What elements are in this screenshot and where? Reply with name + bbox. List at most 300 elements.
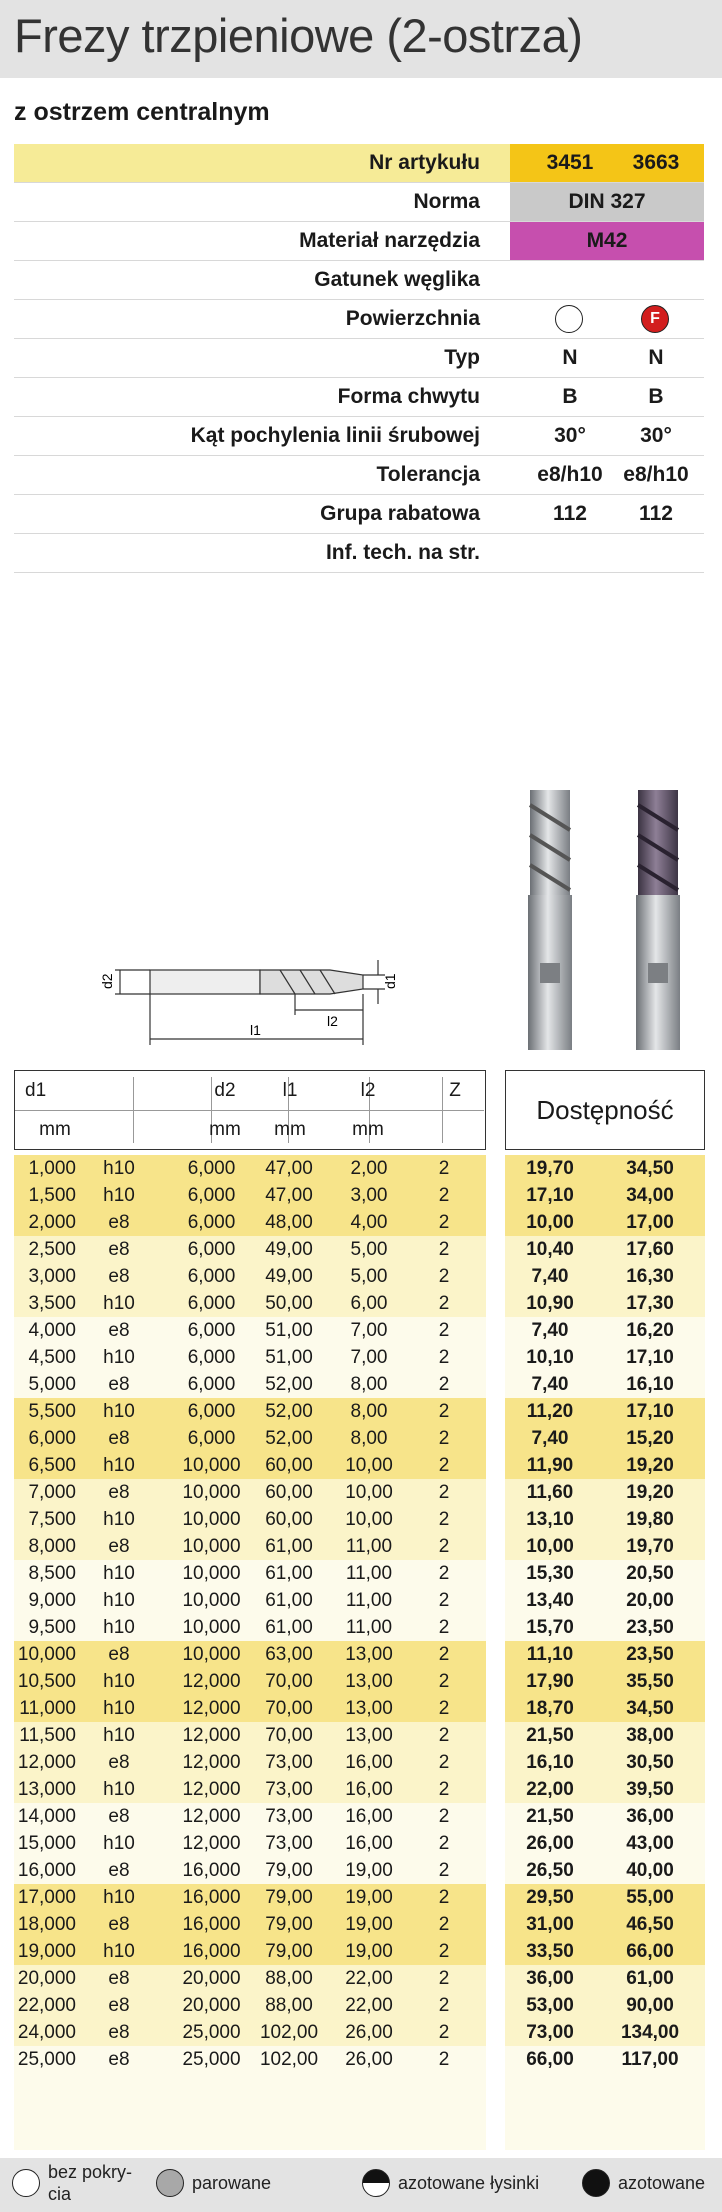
price-cell[interactable]: 11,20 <box>526 1401 574 1422</box>
price-row <box>505 1641 705 1668</box>
price-cell[interactable]: 35,50 <box>626 1671 674 1692</box>
price-row <box>505 1452 705 1479</box>
table-cell: e8 <box>108 1266 130 1287</box>
price-cell[interactable]: 38,00 <box>626 1725 674 1746</box>
table-cell: e8 <box>108 1806 130 1827</box>
table-cell: 2 <box>438 1374 450 1395</box>
spec-row-discount <box>14 495 704 534</box>
table-cell: 3,500 <box>28 1293 76 1314</box>
table-cell: 16,00 <box>345 1779 393 1800</box>
table-cell: 16,000 <box>182 1914 241 1935</box>
table-cell: 2 <box>438 1239 450 1260</box>
table-cell: 11,500 <box>19 1725 76 1746</box>
price-cell[interactable]: 10,00 <box>526 1536 574 1557</box>
angle-value-2: 30° <box>640 424 672 447</box>
table-cell: 2 <box>438 1914 450 1935</box>
table-cell: 25,000 <box>17 2049 76 2070</box>
price-row <box>505 2046 705 2073</box>
table-cell: 2,00 <box>350 1158 388 1179</box>
price-cell[interactable]: 30,50 <box>626 1752 674 1773</box>
table-cell: h10 <box>103 1293 135 1314</box>
table-cell: 6,000 <box>187 1266 236 1287</box>
table-cell: 49,00 <box>265 1266 313 1287</box>
table-cell: 2,500 <box>28 1239 76 1260</box>
price-cell[interactable]: 20,00 <box>626 1590 674 1611</box>
table-cell: e8 <box>108 1239 130 1260</box>
table-cell: 8,000 <box>28 1536 76 1557</box>
price-row <box>505 1236 705 1263</box>
price-cell[interactable]: 55,00 <box>626 1887 674 1908</box>
price-row <box>505 1938 705 1965</box>
price-cell[interactable]: 16,10 <box>526 1752 574 1773</box>
price-cell[interactable]: 33,50 <box>526 1941 574 1962</box>
table-cell: 70,00 <box>265 1725 313 1746</box>
table-row <box>14 2046 486 2073</box>
table-cell: 19,00 <box>345 1887 393 1908</box>
table-cell: 70,00 <box>265 1671 313 1692</box>
price-row <box>505 1344 705 1371</box>
spec-label[interactable]: Inf. tech. na str. <box>325 541 480 564</box>
typ-value-1: N <box>562 346 578 369</box>
price-cell[interactable]: 10,10 <box>526 1347 574 1368</box>
price-cell[interactable]: 17,90 <box>526 1671 574 1692</box>
table-cell: 6,000 <box>187 1320 236 1341</box>
price-cell[interactable]: 20,50 <box>626 1563 674 1584</box>
spec-row-info <box>14 534 704 573</box>
table-cell: 2 <box>438 1644 450 1665</box>
table-cell: 52,00 <box>265 1374 313 1395</box>
table-cell: 20,000 <box>17 1968 76 1989</box>
article-number-2[interactable]: 3663 <box>632 151 680 174</box>
table-cell: 79,00 <box>265 1941 313 1962</box>
table-cell: 73,00 <box>265 1752 313 1773</box>
price-cell[interactable]: 17,10 <box>526 1185 574 1206</box>
table-cell: h10 <box>103 1347 135 1368</box>
table-cell: 7,500 <box>28 1509 76 1530</box>
table-cell: 16,000 <box>182 1860 241 1881</box>
typ-value-2: N <box>648 346 664 369</box>
price-cell[interactable]: 7,40 <box>531 1428 569 1449</box>
price-cell[interactable]: 53,00 <box>526 1995 574 2016</box>
price-cell[interactable]: 17,00 <box>626 1212 674 1233</box>
table-cell: e8 <box>108 1860 130 1881</box>
price-cell[interactable]: 66,00 <box>626 1941 674 1962</box>
price-cell[interactable]: 19,80 <box>626 1509 674 1530</box>
table-cell: 2 <box>438 1401 450 1422</box>
spec-row-article <box>14 144 704 183</box>
table-cell: 2 <box>438 1428 450 1449</box>
spec-row-typ <box>14 339 704 378</box>
price-row <box>505 1911 705 1938</box>
table-cell: 6,000 <box>187 1374 236 1395</box>
table-cell: 48,00 <box>265 1212 313 1233</box>
price-cell[interactable]: 18,70 <box>526 1698 574 1719</box>
price-cell[interactable]: 19,70 <box>626 1536 674 1557</box>
price-cell[interactable]: 134,00 <box>620 2022 680 2043</box>
table-cell: 10,000 <box>182 1563 241 1584</box>
table-cell: 12,000 <box>182 1752 241 1773</box>
price-cell[interactable]: 11,60 <box>526 1482 574 1503</box>
table-cell: 17,000 <box>17 1887 76 1908</box>
table-row <box>14 1209 486 1236</box>
price-row <box>505 1155 705 1182</box>
table-cell: 2 <box>438 2022 450 2043</box>
price-cell[interactable]: 23,50 <box>626 1617 674 1638</box>
spec-row-gatunek <box>14 261 704 300</box>
table-header <box>14 1070 486 1150</box>
price-cell[interactable]: 73,00 <box>526 2022 574 2043</box>
price-cell[interactable]: 17,30 <box>626 1293 674 1314</box>
table-cell: 47,00 <box>265 1158 313 1179</box>
table-cell: 10,000 <box>182 1482 241 1503</box>
table-cell: 47,00 <box>265 1185 313 1206</box>
table-cell: h10 <box>103 1590 135 1611</box>
price-cell[interactable]: 10,90 <box>526 1293 574 1314</box>
table-cell: 9,000 <box>28 1590 76 1611</box>
table-row <box>14 1668 486 1695</box>
table-row <box>14 1290 486 1317</box>
table-cell: 25,000 <box>182 2022 241 2043</box>
table-row <box>14 1587 486 1614</box>
table-cell: h10 <box>103 1158 135 1179</box>
table-cell: 49,00 <box>265 1239 313 1260</box>
table-filler <box>505 2073 705 2150</box>
price-row <box>505 1992 705 2019</box>
price-cell[interactable]: 16,10 <box>626 1374 674 1395</box>
table-cell: 79,00 <box>265 1860 313 1881</box>
table-row <box>14 1992 486 2019</box>
table-cell: 51,00 <box>265 1320 313 1341</box>
price-cell[interactable]: 21,50 <box>526 1806 574 1827</box>
table-cell: 19,00 <box>345 1860 393 1881</box>
table-cell: 2 <box>438 1995 450 2016</box>
price-row <box>505 1803 705 1830</box>
price-cell[interactable]: 16,20 <box>626 1320 674 1341</box>
price-cell[interactable]: 22,00 <box>526 1779 574 1800</box>
table-cell: 10,000 <box>182 1617 241 1638</box>
table-cell: e8 <box>108 1536 130 1557</box>
table-row <box>14 1749 486 1776</box>
table-row <box>14 1911 486 1938</box>
table-cell: 6,000 <box>187 1428 236 1449</box>
table-cell: 16,000 <box>182 1887 241 1908</box>
col-header-l1: l1 <box>282 1080 298 1101</box>
table-cell: 10,00 <box>345 1509 393 1530</box>
table-row <box>14 1776 486 1803</box>
table-cell: h10 <box>103 1185 135 1206</box>
table-cell: 51,00 <box>265 1347 313 1368</box>
table-cell: 2 <box>438 1482 450 1503</box>
price-cell[interactable]: 26,00 <box>526 1833 574 1854</box>
col-header-d2: d2 <box>214 1080 236 1101</box>
end-mill-drawing <box>95 935 415 1055</box>
unit-l1: mm <box>274 1119 306 1140</box>
table-cell: 2 <box>438 1509 450 1530</box>
table-cell: 102,00 <box>259 2049 319 2070</box>
price-cell[interactable]: 7,40 <box>531 1266 569 1287</box>
price-row <box>505 1533 705 1560</box>
price-cell[interactable]: 46,50 <box>626 1914 674 1935</box>
table-cell: h10 <box>103 1617 135 1638</box>
price-cell[interactable]: 36,00 <box>526 1968 574 1989</box>
table-cell: 11,00 <box>345 1563 393 1584</box>
table-cell: 16,00 <box>345 1806 393 1827</box>
spec-row-surface <box>14 300 704 339</box>
legend-nitrided: azotowane <box>618 2173 706 2193</box>
price-cell[interactable]: 17,10 <box>626 1401 674 1422</box>
price-cell[interactable]: 17,60 <box>626 1239 674 1260</box>
availability-header: Dostępność <box>505 1070 705 1150</box>
table-cell: 2 <box>438 1617 450 1638</box>
table-cell: 22,00 <box>345 1995 393 2016</box>
table-cell: 5,000 <box>28 1374 76 1395</box>
table-row <box>14 1452 486 1479</box>
price-cell[interactable]: 19,20 <box>626 1482 674 1503</box>
table-cell: 6,000 <box>187 1347 236 1368</box>
table-cell: 5,500 <box>28 1401 76 1422</box>
table-cell: 2 <box>438 1266 450 1287</box>
table-row <box>14 1641 486 1668</box>
table-cell: h10 <box>103 1779 135 1800</box>
spec-row-tolerance <box>14 456 704 495</box>
price-cell[interactable]: 19,20 <box>626 1455 674 1476</box>
table-cell: 2 <box>438 1941 450 1962</box>
price-row <box>505 1560 705 1587</box>
table-cell: 61,00 <box>265 1617 313 1638</box>
price-cell[interactable]: 10,40 <box>526 1239 574 1260</box>
table-cell: h10 <box>103 1563 135 1584</box>
table-cell: 13,00 <box>345 1698 393 1719</box>
forma-value-1: B <box>562 385 578 408</box>
d1-label: d1 <box>382 973 398 989</box>
table-cell: 2 <box>438 1455 450 1476</box>
table-row <box>14 1182 486 1209</box>
table-cell: e8 <box>108 1968 130 1989</box>
l1-label: l1 <box>250 1022 261 1038</box>
table-cell: 79,00 <box>265 1914 313 1935</box>
price-row <box>505 1317 705 1344</box>
table-cell: 79,00 <box>265 1887 313 1908</box>
table-cell: 20,000 <box>182 1968 241 1989</box>
price-row <box>505 1398 705 1425</box>
table-cell: h10 <box>103 1698 135 1719</box>
table-cell: 15,000 <box>17 1833 76 1854</box>
table-cell: 4,500 <box>28 1347 76 1368</box>
table-row <box>14 1317 486 1344</box>
table-row <box>14 1560 486 1587</box>
table-cell: 4,00 <box>350 1212 388 1233</box>
table-cell: e8 <box>108 1428 130 1449</box>
table-row <box>14 1479 486 1506</box>
spec-label: Norma <box>413 190 480 213</box>
nitrided-icon <box>582 2169 610 2197</box>
table-cell: 10,00 <box>345 1482 393 1503</box>
table-cell: 10,000 <box>182 1455 241 1476</box>
price-cell[interactable]: 16,30 <box>626 1266 674 1287</box>
spec-row-norma <box>14 183 704 222</box>
price-cell[interactable]: 15,20 <box>626 1428 674 1449</box>
price-cell[interactable]: 19,70 <box>526 1158 574 1179</box>
price-cell[interactable]: 11,10 <box>526 1644 574 1665</box>
table-cell: 19,00 <box>345 1941 393 1962</box>
table-cell: e8 <box>108 1644 130 1665</box>
table-cell: 8,500 <box>28 1563 76 1584</box>
price-row <box>505 1965 705 1992</box>
price-row <box>505 1668 705 1695</box>
price-cell[interactable]: 61,00 <box>626 1968 674 1989</box>
table-cell: 11,00 <box>345 1590 393 1611</box>
price-row <box>505 1506 705 1533</box>
table-row <box>14 1884 486 1911</box>
table-cell: 13,00 <box>345 1671 393 1692</box>
price-cell[interactable]: 10,00 <box>526 1212 574 1233</box>
table-cell: 2,000 <box>28 1212 76 1233</box>
unit-l2: mm <box>352 1119 384 1140</box>
price-cell[interactable]: 17,10 <box>626 1347 674 1368</box>
table-cell: 1,500 <box>28 1185 76 1206</box>
table-cell: 3,00 <box>350 1185 388 1206</box>
surface-f-icon: F <box>641 305 669 333</box>
price-cell[interactable]: 15,70 <box>526 1617 574 1638</box>
price-cell[interactable]: 43,00 <box>626 1833 674 1854</box>
table-cell: 12,000 <box>182 1725 241 1746</box>
table-row <box>14 1830 486 1857</box>
table-row <box>14 1263 486 1290</box>
price-cell[interactable]: 21,50 <box>526 1725 574 1746</box>
spec-label: Gatunek węglika <box>314 268 480 291</box>
price-cell[interactable]: 34,50 <box>626 1698 674 1719</box>
price-cell[interactable]: 90,00 <box>626 1995 674 2016</box>
table-row <box>14 1533 486 1560</box>
price-cell[interactable]: 31,00 <box>526 1914 574 1935</box>
table-cell: 19,00 <box>345 1914 393 1935</box>
table-cell: 12,000 <box>182 1833 241 1854</box>
spec-label: Typ <box>444 346 480 369</box>
price-cell[interactable]: 7,40 <box>531 1320 569 1341</box>
price-cell[interactable]: 117,00 <box>621 2049 679 2070</box>
price-cell[interactable]: 29,50 <box>526 1887 574 1908</box>
table-cell: 12,000 <box>182 1806 241 1827</box>
table-row <box>14 1695 486 1722</box>
table-cell: 24,000 <box>17 2022 76 2043</box>
price-cell[interactable]: 23,50 <box>626 1644 674 1665</box>
price-row <box>505 1371 705 1398</box>
price-cell[interactable]: 13,40 <box>526 1590 574 1611</box>
table-row <box>14 1803 486 1830</box>
price-row <box>505 1425 705 1452</box>
table-cell: 61,00 <box>265 1563 313 1584</box>
price-cell[interactable]: 34,50 <box>626 1158 674 1179</box>
price-row <box>505 1587 705 1614</box>
table-cell: 2 <box>438 1698 450 1719</box>
table-cell: e8 <box>108 1212 130 1233</box>
page-title: Frezy trzpieniowe (2-ostrza) <box>14 9 583 62</box>
table-cell: 26,00 <box>345 2022 393 2043</box>
legend-steam: parowane <box>192 2173 272 2193</box>
table-cell: h10 <box>103 1887 135 1908</box>
price-row <box>505 2019 705 2046</box>
table-cell: 10,00 <box>345 1455 393 1476</box>
legend-uncoated: bez pokry- <box>48 2162 133 2182</box>
legend-nitrided-lands: azotowane łysinki <box>398 2173 540 2193</box>
table-cell: 50,00 <box>265 1293 313 1314</box>
price-cell[interactable]: 39,50 <box>626 1779 674 1800</box>
table-cell: 73,00 <box>265 1779 313 1800</box>
spec-label: Tolerancja <box>376 463 480 486</box>
table-cell: e8 <box>108 1752 130 1773</box>
table-cell: 2 <box>438 1887 450 1908</box>
table-cell: e8 <box>108 1320 130 1341</box>
table-cell: 2 <box>438 1320 450 1341</box>
article-number-1[interactable]: 3451 <box>546 151 594 174</box>
table-cell: 2 <box>438 1347 450 1368</box>
spec-label: Kąt pochylenia linii śrubowej <box>190 424 480 447</box>
table-cell: 12,000 <box>182 1671 241 1692</box>
table-cell: h10 <box>103 1725 135 1746</box>
price-cell[interactable]: 7,40 <box>531 1374 569 1395</box>
unit-d2: mm <box>209 1119 241 1140</box>
table-cell: 10,500 <box>17 1671 76 1692</box>
discount-value-1: 112 <box>553 502 587 525</box>
table-cell: 88,00 <box>265 1968 313 1989</box>
nitrided-lands-icon <box>362 2169 390 2197</box>
spec-label: Nr artykułu <box>369 151 480 174</box>
table-cell: 7,00 <box>350 1347 388 1368</box>
price-cell[interactable]: 40,00 <box>626 1860 674 1881</box>
table-cell: 14,000 <box>17 1806 76 1827</box>
table-cell: 2 <box>438 1536 450 1557</box>
table-cell: 11,00 <box>345 1536 393 1557</box>
discount-value-2: 112 <box>639 502 673 525</box>
table-cell: 5,00 <box>350 1266 388 1287</box>
spec-row-forma <box>14 378 704 417</box>
material-value: M42 <box>586 229 628 252</box>
price-cell[interactable]: 36,00 <box>626 1806 674 1827</box>
table-cell: 11,00 <box>345 1617 393 1638</box>
col-header-d1: d1 <box>25 1080 47 1101</box>
price-cell[interactable]: 11,90 <box>526 1455 574 1476</box>
price-cell[interactable]: 15,30 <box>526 1563 574 1584</box>
table-cell: 2 <box>438 1671 450 1692</box>
col-header-z: Z <box>449 1080 461 1101</box>
table-cell: 6,000 <box>187 1401 236 1422</box>
table-cell: 2 <box>438 1779 450 1800</box>
table-cell: 16,00 <box>345 1752 393 1773</box>
table-row <box>14 1155 486 1182</box>
price-cell[interactable]: 26,50 <box>526 1860 574 1881</box>
legend-bar <box>0 2158 722 2212</box>
page-subtitle: z ostrzem centralnym <box>14 98 270 126</box>
table-cell: 13,00 <box>345 1644 393 1665</box>
table-cell: 16,000 <box>182 1941 241 1962</box>
price-row <box>505 1263 705 1290</box>
table-cell: h10 <box>103 1401 135 1422</box>
table-cell: 2 <box>438 1185 450 1206</box>
uncoated-tool-photo <box>520 785 580 1055</box>
tolerance-value-1: e8/h10 <box>537 463 603 486</box>
table-cell: 70,00 <box>265 1698 313 1719</box>
spec-row-angle <box>14 417 704 456</box>
table-cell: 7,000 <box>28 1482 76 1503</box>
header-bar <box>0 0 722 78</box>
price-cell[interactable]: 66,00 <box>526 2049 574 2070</box>
table-cell: 10,000 <box>182 1536 241 1557</box>
price-cell[interactable]: 34,00 <box>626 1185 674 1206</box>
table-cell: 10,000 <box>182 1509 241 1530</box>
tolerance-value-2: e8/h10 <box>623 463 689 486</box>
price-cell[interactable]: 13,10 <box>526 1509 574 1530</box>
table-cell: e8 <box>108 2049 130 2070</box>
